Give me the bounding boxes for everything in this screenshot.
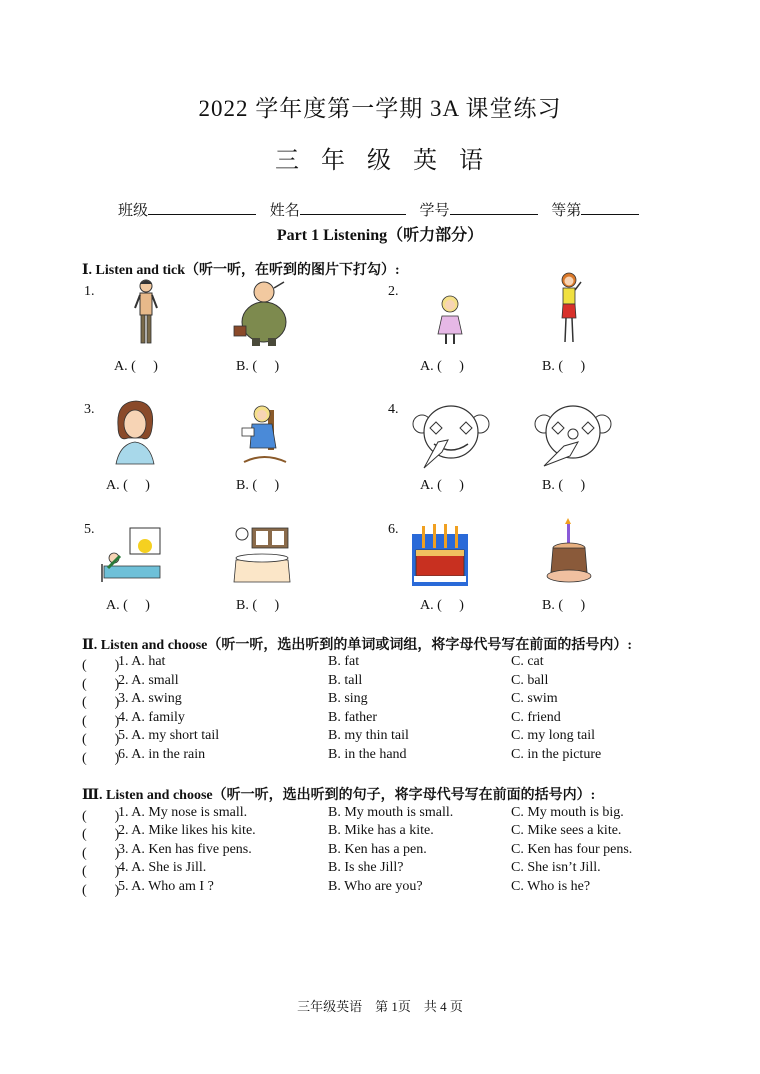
answer-bracket[interactable]: ( )	[82, 846, 120, 861]
option-b: B. father	[328, 710, 377, 725]
option-a: 6. A. in the rain	[118, 747, 206, 762]
page-subtitle: 三 年 级 英 语	[275, 148, 485, 174]
name-label: 姓名	[269, 203, 300, 219]
class-blank[interactable]	[148, 200, 256, 215]
answer-bracket[interactable]: ( )	[82, 751, 120, 766]
option-c: C. Mike sees a kite.	[511, 823, 622, 838]
option-a: 4. A. family	[118, 710, 185, 725]
clown-face-a-picture	[412, 402, 490, 470]
part1-title: Part 1 Listening（听力部分）	[276, 227, 484, 244]
section2-row	[82, 710, 682, 728]
section3-row	[82, 823, 682, 841]
item2-option-b[interactable]: B. ( )	[542, 359, 586, 374]
answer-bracket[interactable]: ( )	[82, 658, 120, 673]
item3-option-b[interactable]: B. ( )	[236, 478, 280, 493]
option-c: C. Ken has four pens.	[511, 842, 633, 857]
item6-number: 6.	[388, 522, 399, 537]
answer-bracket[interactable]: ( )	[82, 695, 120, 710]
option-a: 4. A. She is Jill.	[118, 860, 207, 875]
section2-row	[82, 654, 682, 672]
answer-bracket[interactable]: ( )	[82, 677, 120, 692]
grade-label: 等第	[551, 203, 582, 219]
item1-number: 1.	[84, 284, 95, 299]
option-a: 3. A. Ken has five pens.	[118, 842, 252, 857]
option-c: C. cat	[511, 654, 544, 669]
option-b: B. Mike has a kite.	[328, 823, 434, 838]
item3-number: 3.	[84, 402, 95, 417]
option-b: B. in the hand	[328, 747, 407, 762]
grandma-rocking-chair-picture	[238, 402, 290, 464]
clown-face-b-picture	[534, 402, 612, 470]
item3-option-a[interactable]: A. ( )	[106, 478, 150, 493]
answer-bracket[interactable]: ( )	[82, 864, 120, 879]
option-a: 1. A. My nose is small.	[118, 805, 248, 820]
option-b: B. My mouth is small.	[328, 805, 454, 820]
cake-one-candle-picture	[546, 518, 592, 584]
section2-row	[82, 673, 682, 691]
section3-row	[82, 879, 682, 897]
option-c: C. ball	[511, 673, 549, 688]
option-c: C. My mouth is big.	[511, 805, 624, 820]
option-a: 3. A. swing	[118, 691, 182, 706]
item6-option-a[interactable]: A. ( )	[420, 598, 464, 613]
option-a: 2. A. small	[118, 673, 179, 688]
option-c: C. in the picture	[511, 747, 602, 762]
option-b: B. fat	[328, 654, 360, 669]
option-c: C. She isn’t Jill.	[511, 860, 601, 875]
student-info-row	[118, 199, 649, 220]
option-a: 2. A. Mike likes his kite.	[118, 823, 256, 838]
answer-bracket[interactable]: ( )	[82, 732, 120, 747]
grade-blank[interactable]	[581, 200, 639, 215]
answer-bracket[interactable]: ( )	[82, 883, 120, 898]
item4-number: 4.	[388, 402, 399, 417]
item5-option-b[interactable]: B. ( )	[236, 598, 280, 613]
option-c: C. friend	[511, 710, 561, 725]
class-label: 班级	[118, 203, 149, 219]
option-c: C. my long tail	[511, 728, 595, 743]
section2-heading: Ⅱ. Listen and choose（听一听，选出听到的单词或词组，将字母代号写在前面的括号内）:	[82, 638, 633, 653]
woman-portrait-picture	[112, 398, 158, 464]
page-title: 2022 学年度第一学期 3A 课堂练习	[198, 96, 562, 121]
section3-row	[82, 805, 682, 823]
item1-option-a[interactable]: A. ( )	[114, 359, 158, 374]
item1-option-b[interactable]: B. ( )	[236, 359, 280, 374]
item4-option-a[interactable]: A. ( )	[420, 478, 464, 493]
item6-option-b[interactable]: B. ( )	[542, 598, 586, 613]
option-b: B. tall	[328, 673, 363, 688]
tall-man-picture	[130, 278, 164, 348]
option-b: B. Is she Jill?	[328, 860, 404, 875]
option-b: B. sing	[328, 691, 368, 706]
option-a: 1. A. hat	[118, 654, 166, 669]
option-c: C. swim	[511, 691, 558, 706]
option-c: C. Who is he?	[511, 879, 591, 894]
item2-option-a[interactable]: A. ( )	[420, 359, 464, 374]
fat-man-picture	[232, 280, 294, 346]
section1-heading: Ⅰ. Listen and tick（听一听，在听到的图片下打勾）:	[82, 263, 400, 278]
answer-bracket[interactable]: ( )	[82, 827, 120, 842]
page-footer: 三年级英语 第 1页 共 4 页	[297, 999, 463, 1014]
student-number-label: 学号	[419, 203, 450, 219]
option-b: B. my thin tail	[328, 728, 409, 743]
item2-number: 2.	[388, 284, 399, 299]
section2-row	[82, 747, 682, 765]
name-blank[interactable]	[300, 200, 406, 215]
option-b: B. Ken has a pen.	[328, 842, 427, 857]
answer-bracket[interactable]: ( )	[82, 809, 120, 824]
section2-row	[82, 691, 682, 709]
tall-woman-picture	[555, 272, 585, 346]
section3-row	[82, 842, 682, 860]
section3-row	[82, 860, 682, 878]
item5-option-a[interactable]: A. ( )	[106, 598, 150, 613]
child-in-bed-picture	[100, 526, 164, 584]
option-a: 5. A. my short tail	[118, 728, 220, 743]
section2-row	[82, 728, 682, 746]
answer-bracket[interactable]: ( )	[82, 714, 120, 729]
dining-room-picture	[232, 524, 292, 586]
little-girl-picture	[436, 294, 464, 346]
item5-number: 5.	[84, 522, 95, 537]
option-a: 5. A. Who am I ?	[118, 879, 214, 894]
option-b: B. Who are you?	[328, 879, 423, 894]
section3-heading: Ⅲ. Listen and choose（听一听，选出听到的句子，将字母代号写在前面的括号内）:	[82, 788, 596, 803]
student-number-blank[interactable]	[450, 200, 538, 215]
birthday-cake-candles-picture	[412, 520, 468, 586]
item4-option-b[interactable]: B. ( )	[542, 478, 586, 493]
